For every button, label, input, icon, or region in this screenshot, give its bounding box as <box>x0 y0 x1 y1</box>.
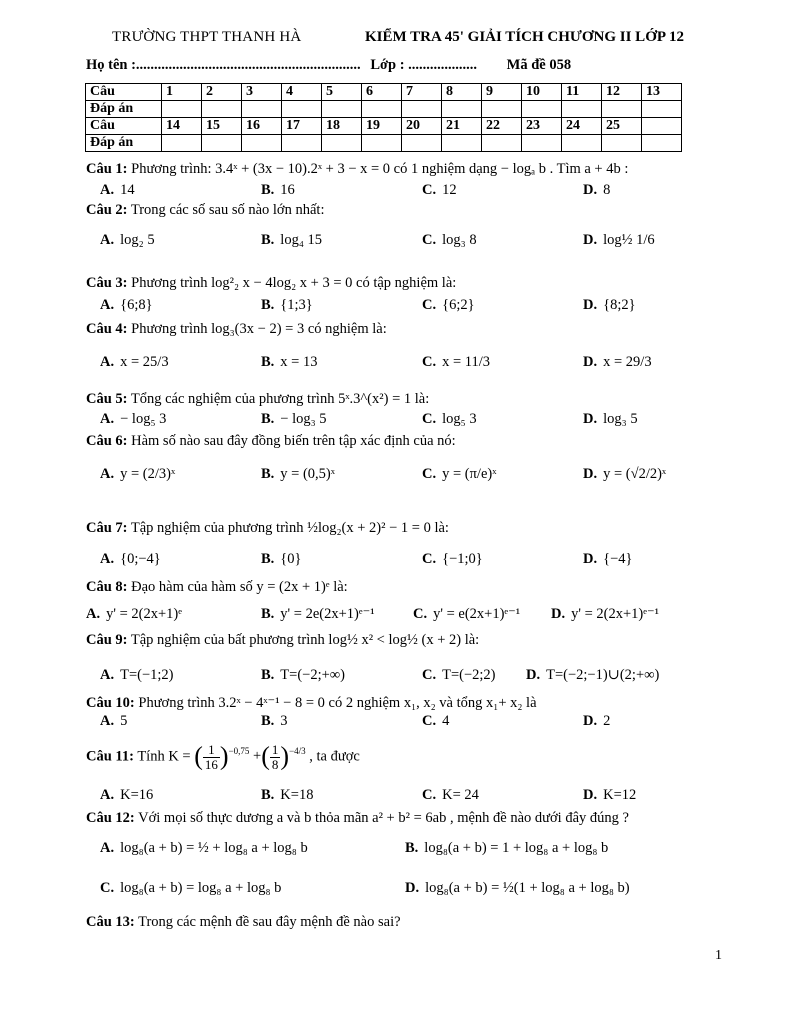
option-d[interactable]: D. log½ 1/6 <box>583 232 655 248</box>
question-number-cell: 13 <box>642 84 682 101</box>
table-row <box>86 101 682 118</box>
question-1 <box>86 161 628 178</box>
question-9 <box>86 632 479 649</box>
option-text: log₈(a + b) = ½(1 + log₈ a + log₈ b) <box>425 880 630 896</box>
option-text: {0;−4} <box>120 551 161 567</box>
option-text: y = (0,5)ˣ <box>280 466 335 482</box>
option-b[interactable]: B. − log₃ 5 <box>261 411 327 427</box>
answer-cell[interactable] <box>402 135 442 152</box>
answer-table <box>85 83 682 152</box>
option-text: y = (2/3)ˣ <box>120 466 176 482</box>
question-stem: Trong các số sau số nào lớn nhất: <box>130 202 325 218</box>
answer-cell[interactable] <box>282 101 322 118</box>
option-text: 16 <box>280 182 295 198</box>
option-a[interactable]: A. x = 25/3 <box>100 354 169 370</box>
option-text: − log₅ 3 <box>120 411 167 427</box>
option-d[interactable]: D. y' = 2(2x+1)ᵉ⁻¹ <box>551 606 659 622</box>
question-stem: Tập nghiệm của bất phương trình log½ x² < log½ (x + 2) là: <box>130 632 480 648</box>
question-stem-suffix: , ta được <box>309 748 360 765</box>
answer-cell[interactable] <box>202 135 242 152</box>
row-label: Đáp án <box>86 101 162 118</box>
option-c[interactable]: C. {−1;0} <box>422 551 483 567</box>
option-a[interactable]: A. 5 <box>100 713 128 729</box>
option-text: T=(−2;−1)∪(2;+∞) <box>546 667 660 683</box>
option-text: {0} <box>280 551 302 567</box>
answer-cell[interactable] <box>562 135 602 152</box>
answer-cell[interactable] <box>202 101 242 118</box>
option-a[interactable]: A. {0;−4} <box>100 551 161 567</box>
question-label: Câu 5: <box>86 391 128 407</box>
question-stem: Trong các mệnh đề sau đây mệnh đề nào sai? <box>138 914 401 930</box>
option-c[interactable]: C. y' = e(2x+1)ᵉ⁻¹ <box>413 606 521 622</box>
option-text: log₃ 5 <box>603 411 638 427</box>
answer-cell[interactable] <box>562 101 602 118</box>
question-number-cell: 4 <box>282 84 322 101</box>
answer-cell[interactable] <box>242 101 282 118</box>
option-c[interactable]: C. 4 <box>422 713 450 729</box>
option-text: x = 25/3 <box>120 354 169 370</box>
school-name: TRƯỜNG THPT THANH HÀ <box>112 29 302 45</box>
question-label: Câu 9: <box>86 632 128 648</box>
question-number-cell: 1 <box>162 84 202 101</box>
option-a[interactable]: A. T=(−1;2) <box>100 667 174 683</box>
question-number-cell <box>642 118 682 135</box>
question-label: Câu 4: <box>86 321 128 337</box>
option-c[interactable]: C. log₅ 3 <box>422 411 477 427</box>
answer-cell[interactable] <box>282 135 322 152</box>
option-text: 3 <box>280 713 288 729</box>
answer-cell[interactable] <box>322 135 362 152</box>
question-number-cell: 8 <box>442 84 482 101</box>
option-text: y' = 2(2x+1)ᵉ⁻¹ <box>571 606 659 622</box>
option-d[interactable]: D. T=(−2;−1)∪(2;+∞) <box>526 667 660 683</box>
option-b[interactable]: B. T=(−2;+∞) <box>261 667 345 683</box>
question-stem: Với mọi số thực dương a và b thỏa mãn a² + b² = 6ab , mệnh đề nào dưới đây đúng ? <box>138 810 629 826</box>
option-text: {6;8} <box>120 297 153 313</box>
option-b[interactable]: B. {1;3} <box>261 297 313 313</box>
question-stem: Phương trình: 3.4ˣ + (3x − 10).2ˣ + 3 − x = 0 có 1 nghiệm dạng − logₐ b . Tìm a + 4b : <box>131 161 629 177</box>
question-label: Câu 2: <box>86 202 128 218</box>
question-10 <box>86 695 537 712</box>
question-label: Câu 6: <box>86 433 128 449</box>
option-c[interactable]: C. x = 11/3 <box>422 354 491 370</box>
question-number-cell: 24 <box>562 118 602 135</box>
option-b[interactable]: B. x = 13 <box>261 354 318 370</box>
option-text: 14 <box>120 182 135 198</box>
question-number-cell: 5 <box>322 84 362 101</box>
option-text: 4 <box>442 713 450 729</box>
question-5 <box>86 391 429 408</box>
option-text: log₈(a + b) = log₈ a + log₈ b <box>120 880 282 896</box>
option-a[interactable]: A. 14 <box>100 182 135 198</box>
question-stem: Tổng các nghiệm của phương trình 5ˣ.3^(x²) = 1 là: <box>130 391 430 407</box>
answer-cell[interactable] <box>602 101 642 118</box>
option-d[interactable]: D. x = 29/3 <box>583 354 652 370</box>
question-2 <box>86 202 324 219</box>
option-text: x = 13 <box>280 354 318 370</box>
answer-cell[interactable] <box>482 135 522 152</box>
option-c[interactable]: C. {6;2} <box>422 297 475 313</box>
option-text: 12 <box>442 182 457 198</box>
option-text: log₈(a + b) = 1 + log₈ a + log₈ b <box>424 840 609 856</box>
row-label: Đáp án <box>86 135 162 152</box>
answer-cell[interactable] <box>362 101 402 118</box>
option-d[interactable]: D. y = (√2/2)ˣ <box>583 466 667 482</box>
option-c[interactable]: C. K= 24 <box>422 787 479 803</box>
exam-code: Mã đề 058 <box>506 57 572 73</box>
table-row <box>86 135 682 152</box>
option-text: {−4} <box>603 551 633 567</box>
answer-cell[interactable] <box>442 101 482 118</box>
option-a[interactable]: A. y = (2/3)ˣ <box>100 466 176 482</box>
question-label: Câu 8: <box>86 579 128 595</box>
name-field[interactable]: Họ tên :.............................................................. <box>86 57 361 73</box>
answer-cell[interactable] <box>442 135 482 152</box>
answer-cell[interactable] <box>522 135 562 152</box>
option-text: y' = e(2x+1)ᵉ⁻¹ <box>433 606 521 622</box>
question-number-cell: 23 <box>522 118 562 135</box>
option-a[interactable]: A. − log₅ 3 <box>100 411 167 427</box>
question-number-cell: 10 <box>522 84 562 101</box>
answer-cell[interactable] <box>602 135 642 152</box>
question-number-cell: 18 <box>322 118 362 135</box>
option-text: log₂ 5 <box>120 232 155 248</box>
option-text: K=18 <box>280 787 314 803</box>
option-d[interactable]: D. 8 <box>583 182 611 198</box>
question-stem: Phương trình log₃(3x − 2) = 3 có nghiệm là: <box>131 321 387 337</box>
k-formula: ( $\frac{1}{16}$ )$^{-0,75}$ +( $\frac{1}{8}$ )$^{-4/3}$ <box>194 741 306 772</box>
question-label: Câu 11: <box>86 748 134 765</box>
option-text: K=16 <box>120 787 154 803</box>
option-d[interactable]: D. log₈(a + b) = ½(1 + log₈ a + log₈ b) <box>405 880 630 896</box>
question-number-cell: 9 <box>482 84 522 101</box>
option-text: y = (√2/2)ˣ <box>603 466 667 482</box>
option-b[interactable]: B. y = (0,5)ˣ <box>261 466 335 482</box>
question-3 <box>86 275 456 292</box>
option-text: K=12 <box>603 787 637 803</box>
option-text: {1;3} <box>280 297 313 313</box>
option-text: T=(−1;2) <box>120 667 174 683</box>
question-label: Câu 3: <box>86 275 128 291</box>
option-text: T=(−2;+∞) <box>280 667 345 683</box>
question-6 <box>86 433 456 450</box>
answer-cell[interactable] <box>522 101 562 118</box>
table-row <box>86 118 682 135</box>
option-d[interactable]: D. {−4} <box>583 551 633 567</box>
question-number-cell: 16 <box>242 118 282 135</box>
question-8 <box>86 579 348 596</box>
student-info-line <box>86 57 571 74</box>
row-label: Câu <box>86 84 162 101</box>
question-number-cell: 22 <box>482 118 522 135</box>
option-c[interactable]: C. log₃ 8 <box>422 232 477 248</box>
option-c[interactable]: C. 12 <box>422 182 457 198</box>
option-a[interactable]: A. log₈(a + b) = ½ + log₈ a + log₈ b <box>100 840 308 856</box>
option-d[interactable]: D. log₃ 5 <box>583 411 638 427</box>
exam-title: KIỂM TRA 45' GIẢI TÍCH CHƯƠNG II LỚP 12 <box>365 29 684 45</box>
option-b[interactable]: B. {0} <box>261 551 302 567</box>
question-label: Câu 1: <box>86 161 128 177</box>
answer-cell[interactable] <box>362 135 402 152</box>
answer-cell[interactable] <box>242 135 282 152</box>
option-c[interactable]: C. T=(−2;2) <box>422 667 496 683</box>
answer-cell[interactable] <box>162 135 202 152</box>
answer-cell[interactable] <box>642 101 682 118</box>
option-b[interactable]: B. 3 <box>261 713 288 729</box>
page-number: 1 <box>715 948 722 963</box>
option-d[interactable]: D. K=12 <box>583 787 637 803</box>
answer-cell[interactable] <box>482 101 522 118</box>
question-number-cell: 21 <box>442 118 482 135</box>
option-a[interactable]: A. y' = 2(2x+1)ᵉ <box>86 606 182 622</box>
option-text: {8;2} <box>603 297 636 313</box>
option-text: 8 <box>603 182 611 198</box>
option-text: log₄ 15 <box>280 232 323 248</box>
question-number-cell: 6 <box>362 84 402 101</box>
option-c[interactable]: C. y = (π/e)ˣ <box>422 466 497 482</box>
option-text: x = 11/3 <box>442 354 491 370</box>
option-text: y = (π/e)ˣ <box>442 466 497 482</box>
option-text: log₃ 8 <box>442 232 477 248</box>
question-stem: Hàm số nào sau đây đồng biến trên tập xác định của nó: <box>131 433 456 449</box>
option-a[interactable]: A. log₂ 5 <box>100 232 155 248</box>
option-text: K= 24 <box>442 787 479 803</box>
question-stem: Phương trình log²₂ x − 4log₂ x + 3 = 0 có tập nghiệm là: <box>131 275 457 291</box>
question-stem: Phương trình 3.2ˣ − 4ˣ⁻¹ − 8 = 0 có 2 nghiệm x₁, x₂ và tổng x₁+ x₂ là <box>138 695 537 711</box>
option-text: 2 <box>603 713 611 729</box>
row-label: Câu <box>86 118 162 135</box>
option-b[interactable]: B. y' = 2e(2x+1)ᵉ⁻¹ <box>261 606 375 622</box>
option-text: {−1;0} <box>442 551 483 567</box>
question-number-cell: 11 <box>562 84 602 101</box>
question-number-cell: 2 <box>202 84 242 101</box>
option-text: 5 <box>120 713 128 729</box>
answer-cell[interactable] <box>322 101 362 118</box>
option-b[interactable]: B. log₄ 15 <box>261 232 323 248</box>
question-stem: Tính K = <box>137 748 191 765</box>
question-number-cell: 20 <box>402 118 442 135</box>
class-field[interactable]: Lớp : ................... <box>370 57 478 73</box>
option-text: {6;2} <box>442 297 475 313</box>
question-7 <box>86 520 449 537</box>
question-number-cell: 25 <box>602 118 642 135</box>
option-text: x = 29/3 <box>603 354 652 370</box>
option-d[interactable]: D. {8;2} <box>583 297 636 313</box>
question-number-cell: 14 <box>162 118 202 135</box>
question-label: Câu 12: <box>86 810 135 826</box>
option-text: T=(−2;2) <box>442 667 496 683</box>
option-d[interactable]: D. 2 <box>583 713 611 729</box>
question-4 <box>86 321 387 338</box>
question-number-cell: 19 <box>362 118 402 135</box>
option-b[interactable]: B. K=18 <box>261 787 314 803</box>
question-number-cell: 15 <box>202 118 242 135</box>
question-label: Câu 13: <box>86 914 135 930</box>
table-row <box>86 84 682 101</box>
option-text: y' = 2e(2x+1)ᵉ⁻¹ <box>280 606 375 622</box>
question-13 <box>86 914 401 931</box>
question-label: Câu 10: <box>86 695 135 711</box>
option-text: log₅ 3 <box>442 411 477 427</box>
option-b[interactable]: B. log₈(a + b) = 1 + log₈ a + log₈ b <box>405 840 609 856</box>
question-number-cell: 17 <box>282 118 322 135</box>
answer-cell[interactable] <box>162 101 202 118</box>
question-label: Câu 7: <box>86 520 128 536</box>
question-11 <box>86 742 360 772</box>
option-text: y' = 2(2x+1)ᵉ <box>106 606 182 622</box>
question-number-cell: 7 <box>402 84 442 101</box>
option-text: log₈(a + b) = ½ + log₈ a + log₈ b <box>120 840 308 856</box>
question-number-cell: 3 <box>242 84 282 101</box>
option-a[interactable]: A. {6;8} <box>100 297 153 313</box>
question-number-cell: 12 <box>602 84 642 101</box>
question-stem: Tập nghiệm của phương trình ½log₂(x + 2)² − 1 = 0 là: <box>130 520 449 536</box>
option-a[interactable]: A. K=16 <box>100 787 154 803</box>
option-text: log½ 1/6 <box>603 232 655 248</box>
question-stem: Đạo hàm của hàm số y = (2x + 1)ᵉ là: <box>131 579 348 595</box>
answer-cell[interactable] <box>402 101 442 118</box>
option-c[interactable]: C. log₈(a + b) = log₈ a + log₈ b <box>100 880 282 896</box>
question-12 <box>86 810 629 827</box>
option-text: − log₃ 5 <box>280 411 327 427</box>
answer-cell[interactable] <box>642 135 682 152</box>
option-b[interactable]: B. 16 <box>261 182 295 198</box>
